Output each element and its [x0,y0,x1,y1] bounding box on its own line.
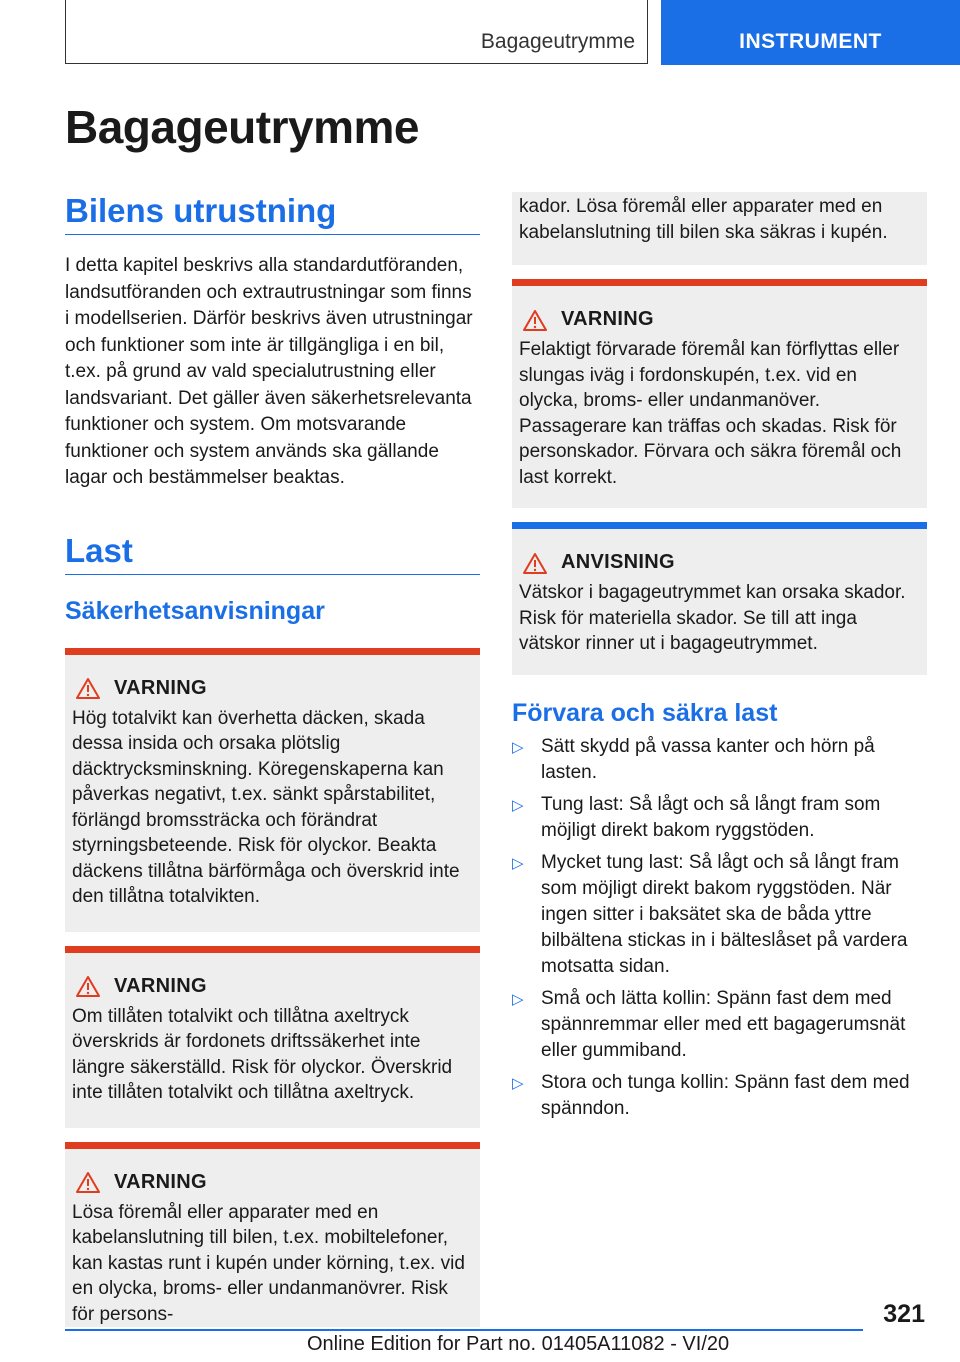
paragraph-equipment: I detta kapitel beskrivs alla standardutföranden, landsutföranden och extrautrustningar som finns i modellserien. Därför beskrivs även utrustningar och funktioner som inte är tillgängliga i en bil, t.ex. på grund av vald specialutrustning eller landsvariant. Det gäller även säkerhetsrelevanta funktioner och system. Om motsvarande funktioner och system används ska gällande lagar och bestämmelser beaktas. [65,255,473,488]
list-item: ▷ Stora och tunga kollin: Spänn fast dem med spänndon. [512,1070,927,1122]
list-item: ▷ Små och lätta kollin: Spänn fast dem med spännremmar eller med ett bagagerumsnät eller gummiband. [512,986,927,1064]
warning-box-1 [65,648,480,932]
bullet-triangle-icon: ▷ [512,1074,524,1092]
warning-continued-text: kador. Lösa föremål eller apparater med en kabelanslutning till bilen ska säkras i kupén. [519,196,888,243]
page-number: 321 [883,1300,925,1328]
warning-header [72,975,473,998]
notice-triangle-icon [523,552,547,574]
heading-equipment: Bilens utrustning [65,192,480,235]
warning-triangle-icon [76,677,100,699]
warning-label: VARNING [114,676,207,699]
notice-text: Vätskor i bagageutrymmet kan orsaka skador. Risk för materiella skador. Se till att inga vätskor rinner ut i bagageutrymmet. [519,582,906,654]
list-item: ▷ Tung last: Så lågt och så långt fram som möjligt direkt bakom ryggstöden. [512,792,927,844]
heading-safety-instructions: Säkerhetsanvisningar [65,596,325,625]
notice-label: ANVISNING [561,551,675,573]
warning-text: Om tillåten totalvikt och tillåtna axeltryck överskrids är fordonets driftssäkerhet inte längre säkerställd. Risk för olyckor. Överskrid inte tillåten totalvikt och tillåtna axeltryck. [72,1005,453,1103]
warning-label: VARNING [114,974,207,997]
notice-header [519,551,920,574]
right-column [512,192,927,1128]
warning-text: Felaktigt förvarade föremål kan förflyttas eller slungas iväg i fordonskupén, t.ex. vid en olycka, broms- eller undanmanöver. Passagerare kan träffas och skadas. Risk för personskador. Förvara och säkra föremål och last korrekt. [519,339,902,488]
footer-edition: Online Edition for Part no. 01405A11082 - VI/20 [307,1333,730,1355]
notice-box [512,522,927,675]
list-item: ▷ Sätt skydd på vassa kanter och hörn på lasten. [512,734,927,786]
header-chapter-tab[interactable]: INSTRUMENT [661,0,960,65]
bullet-triangle-icon: ▷ [512,738,524,756]
warning-header [72,677,473,700]
warning-triangle-icon [76,1171,100,1193]
warning-box-3 [65,1142,480,1328]
left-column [65,192,480,1327]
warning-label: VARNING [561,308,654,330]
warning-box-continued [512,192,927,265]
header-section-title: Bagageutrymme [480,30,635,53]
warning-header [72,1171,473,1194]
warning-box-4 [512,279,927,508]
bullet-triangle-icon: ▷ [512,990,524,1008]
warning-box-2 [65,946,480,1128]
warning-triangle-icon [523,309,547,331]
bullet-triangle-icon: ▷ [512,796,524,814]
page-title: Bagageutrymme [65,101,419,153]
heading-store-secure-load: Förvara och säkra last [512,698,778,727]
footer-divider [65,1329,863,1331]
warning-text: Lösa föremål eller apparater med en kabelanslutning till bilen, t.ex. mobiltelefoner, kan kastas runt i kupén under körning, t.ex. vid en olycka, broms- eller undanmanövrer. Risk för persons- [72,1201,465,1325]
load-bullet-list [512,734,927,1122]
warning-header [519,308,920,331]
warning-triangle-icon [76,975,100,997]
list-item: ▷ Mycket tung last: Så lågt och så långt fram som möjligt direkt bakom ryggstöden. När ingen sitter i baksätet ska de båda yttre bilbältena stickas in i bälteslåset på vardera motsatta sidan. [512,850,927,980]
bullet-triangle-icon: ▷ [512,854,524,872]
header-section-box [65,0,648,64]
warning-label: VARNING [114,1170,207,1193]
warning-text: Hög totalvikt kan överhetta däcken, skada dessa insida och orsaka plötslig däcktrycksminskning. Köregenskaperna kan påverkas negativt, t.ex. sänkt spårstabilitet, förlängd bromssträcka och förändrat styrningsbeteende. Risk för olyckor. Beakta däckens tillåtna bärförmåga och överskrid inte den tillåtna totalvikten. [72,707,460,907]
heading-load: Last [65,532,480,575]
